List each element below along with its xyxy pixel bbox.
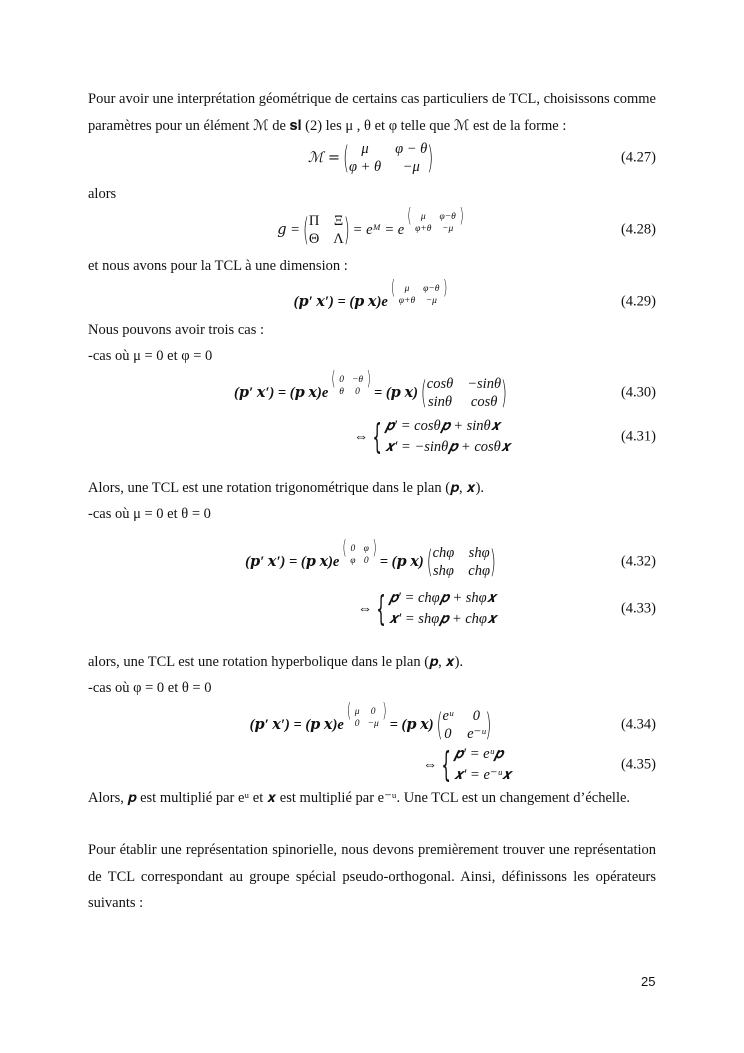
eq428-exponent-matrix: ( μ φ−θ φ+θ −μ ) <box>407 203 464 234</box>
page-number: 25 <box>641 974 656 989</box>
eq431-system <box>385 416 510 458</box>
matrix-cell: cosθ <box>470 393 498 410</box>
eq427-lhs: ℳ = <box>307 150 341 166</box>
matrix-cell: μ <box>420 212 426 222</box>
equation-4-27 <box>88 138 656 178</box>
eq428-mid: = eᴹ = e <box>352 221 405 238</box>
equation-4-29 <box>88 275 656 322</box>
eq430-mid: = (𝒑 𝒙) <box>373 385 418 401</box>
equivalence-symbol: ⇔ <box>422 756 438 773</box>
text-case-3: -cas où φ = 0 et θ = 0 <box>88 680 212 696</box>
matrix-cell: Λ <box>333 230 344 247</box>
matrix-cell: Π <box>308 212 320 229</box>
matrix-cell: φ <box>363 544 369 554</box>
equation-number: (4.28) <box>620 221 656 238</box>
matrix-cell: φ + θ <box>348 158 382 175</box>
eq434-exponent-matrix: ( μ 0 0 −μ ) <box>346 698 387 729</box>
text-trois-cas: Nous pouvons avoir trois cas : <box>88 322 264 338</box>
eq433-system <box>389 588 497 630</box>
system-line: 𝒑′ = cosθ𝒑 + sinθ𝒙 <box>384 418 500 434</box>
paren-left: ( <box>343 138 349 176</box>
text-alors: alors <box>88 186 117 202</box>
matrix-cell: −μ <box>402 158 420 175</box>
matrix-cell: θ <box>339 387 344 397</box>
matrix-cell: φ−θ <box>423 284 440 294</box>
eq430-exponent-matrix: ( 0 −θ θ 0 ) <box>331 366 371 397</box>
matrix-cell: φ − θ <box>395 140 428 157</box>
system-line: 𝒙′ = −sinθ𝒑 + cosθ𝒙 <box>384 439 511 455</box>
equivalence-symbol: ⇔ <box>353 428 369 445</box>
matrix-cell: chφ <box>468 562 490 579</box>
equation-number: (4.27) <box>620 149 656 166</box>
system-line: 𝒑′ = eᵘ𝒑 <box>453 746 503 762</box>
eq427-matrix <box>343 138 434 176</box>
text-conclusion-2: alors, une TCL est une rotation hyperbolique dans le plan (𝒑, 𝒙). <box>88 654 464 670</box>
matrix-cell: −μ <box>367 719 379 729</box>
equation-4-33 <box>88 586 656 632</box>
matrix-cell: −μ <box>425 296 437 306</box>
eq428-lhs: 𝑔 = <box>277 221 300 238</box>
eq428-matrix: ( Π Ξ Θ Λ ) <box>302 210 350 248</box>
matrix-cell: sinθ <box>427 393 453 410</box>
equation-4-30 <box>88 366 656 414</box>
paragraph-tcl-dimension: et nous avons pour la TCL à une dimension : <box>88 258 348 274</box>
matrix-cell: 0 <box>444 725 452 742</box>
brace-left: { <box>376 588 386 630</box>
text-case-2: -cas où μ = 0 et θ = 0 <box>88 506 211 522</box>
equation-number: (4.33) <box>620 600 656 617</box>
matrix-cell: 0 <box>355 387 360 397</box>
eq430-matrix: ( cosθ −sinθ sinθ cosθ ) <box>420 373 507 411</box>
matrix-cell: φ+θ <box>398 296 416 306</box>
equation-4-32 <box>88 535 656 584</box>
matrix-cell: 0 <box>472 707 480 724</box>
text-conclusion-1: Alors, une TCL est une rotation trigonométrique dans le plan (𝒑, 𝒙). <box>88 480 485 496</box>
eq432-exponent-matrix: ( 0 φ φ 0 ) <box>342 535 377 566</box>
system-line: 𝒙′ = e⁻ᵘ𝒙 <box>453 767 512 783</box>
eq432-lhs: (𝒑′ 𝒙′) = (𝒑 𝒙)e <box>245 554 340 570</box>
matrix-cell: −μ <box>442 224 454 234</box>
system-line: 𝒙′ = shφ𝒑 + chφ𝒙 <box>388 611 497 627</box>
equation-4-34 <box>88 698 656 746</box>
equation-4-31 <box>88 414 656 460</box>
matrix-cell: 0 <box>363 556 369 566</box>
equation-number: (4.30) <box>620 384 656 401</box>
matrix-cell: 0 <box>339 375 344 385</box>
text-conclusion-3: Alors, 𝒑 est multiplié par eᵘ et 𝒙 est multiplié par e⁻ᵘ. Une TCL est un changement d’échelle. <box>88 790 631 806</box>
eq435-system <box>454 744 511 786</box>
eq429-exponent-matrix: ( μ φ−θ φ+θ −μ ) <box>390 275 448 306</box>
matrix-cell: 0 <box>354 719 360 729</box>
equation-4-35 <box>88 742 656 788</box>
eq434-mid: = (𝒑 𝒙) <box>389 717 434 733</box>
matrix-cell: μ <box>404 284 410 294</box>
matrix-cell: eᵘ <box>442 707 454 724</box>
equivalence-symbol: ⇔ <box>357 600 373 617</box>
eq434-lhs: (𝒑′ 𝒙′) = (𝒑 𝒙)e <box>249 717 344 733</box>
eq432-mid: = (𝒑 𝒙) <box>379 554 424 570</box>
matrix-cell: φ <box>350 556 356 566</box>
eq434-matrix: ( eᵘ 0 0 e⁻ᵘ ) <box>436 705 492 743</box>
matrix-cell: μ <box>354 707 360 717</box>
matrix-cell: 0 <box>370 707 376 717</box>
matrix-cell: shφ <box>468 544 490 561</box>
equation-number: (4.32) <box>620 553 656 570</box>
matrix-cell: chφ <box>432 544 455 561</box>
equation-4-28 <box>88 203 656 250</box>
matrix-cell: φ+θ <box>415 224 432 234</box>
equation-number: (4.31) <box>620 428 656 445</box>
equation-number: (4.35) <box>620 756 656 773</box>
matrix-cell: μ <box>361 140 369 157</box>
eq429-lhs: (𝒑′ 𝒙′) = (𝒑 𝒙)e <box>293 294 388 310</box>
matrix-cell: cosθ <box>426 375 454 392</box>
matrix-cell: Ξ <box>333 212 344 229</box>
paragraph-intro: Pour avoir une interprétation géométrique de certains cas particuliers de TCL, choisissons comme paramètres pour un élément ℳ de 𝐬𝐥 (2) les μ , θ et φ telle que ℳ est de la forme : <box>88 91 656 134</box>
paragraph-spinorial: Pour établir une représentation spinorielle, nous devons premièrement trouver une représentation de TCL correspondant au groupe spécial pseudo-orthogonal. Ainsi, définissons les opérateurs suivants : <box>88 842 656 911</box>
paren-right: ) <box>427 138 434 176</box>
matrix-cell: −sinθ <box>467 375 502 392</box>
equation-number: (4.29) <box>620 293 656 310</box>
eq430-lhs: (𝒑′ 𝒙′) = (𝒑 𝒙)e <box>234 385 329 401</box>
brace-left: { <box>441 744 451 786</box>
matrix-cell: Θ <box>308 230 320 247</box>
matrix-cell: shφ <box>432 562 454 579</box>
matrix-cell: −θ <box>351 375 364 385</box>
matrix-cell: 0 <box>350 544 356 554</box>
matrix-cell: φ−θ <box>439 212 456 222</box>
matrix-cell: e⁻ᵘ <box>467 725 486 742</box>
eq432-matrix: ( chφ shφ shφ chφ ) <box>426 542 496 580</box>
text-case-1: -cas où μ = 0 et φ = 0 <box>88 348 213 364</box>
brace-left: { <box>372 416 382 458</box>
equation-number: (4.34) <box>620 716 656 733</box>
system-line: 𝒑′ = chφ𝒑 + shφ𝒙 <box>388 590 496 606</box>
